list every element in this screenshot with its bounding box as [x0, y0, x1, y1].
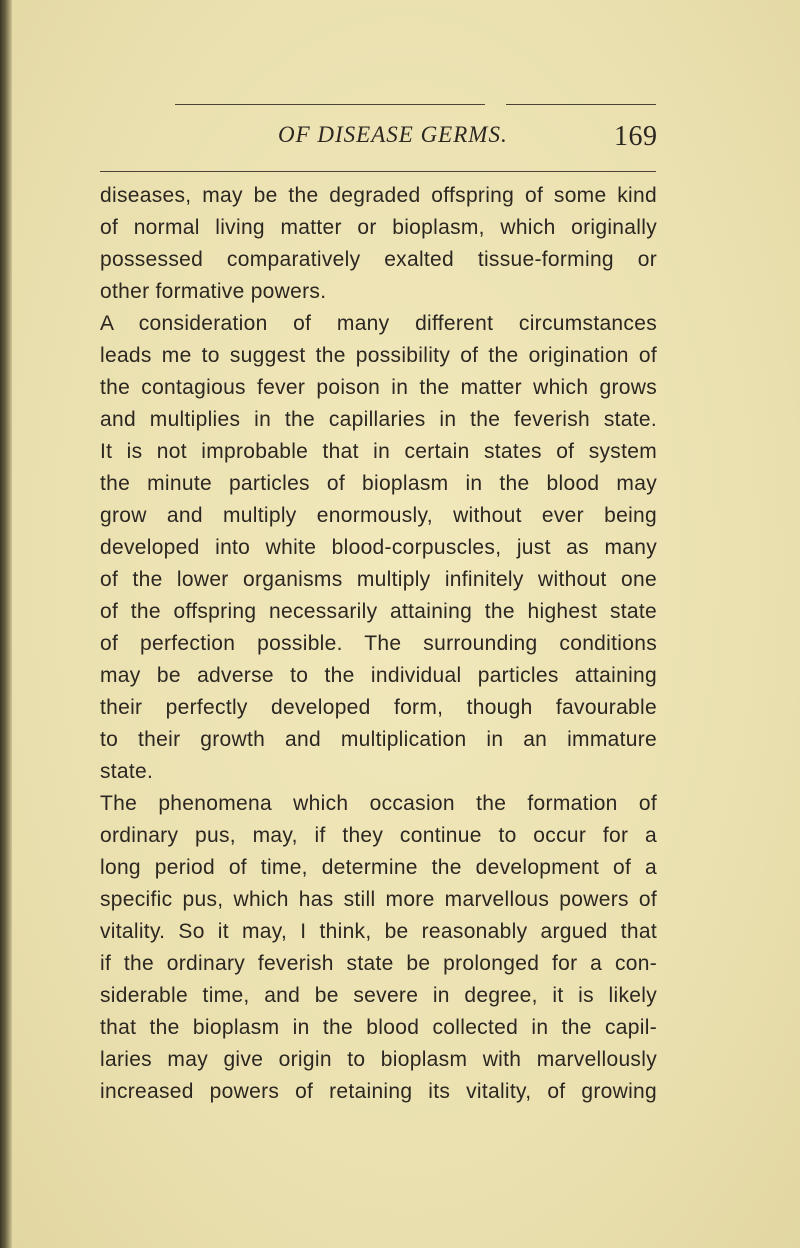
text-line: the contagious fever poison in the matter which grows: [100, 376, 657, 399]
header-rule-top-right: [506, 104, 656, 105]
header-rule-top-left: [175, 104, 485, 105]
text-line: developed into white blood-corpuscles, just as many: [100, 536, 657, 559]
text-line: diseases, may be the degraded offspring of some kind: [100, 184, 657, 207]
text-line: state.: [100, 760, 154, 783]
text-line: The phenomena which occasion the formation of: [100, 792, 657, 815]
body-text: [100, 180, 657, 1108]
text-line: possessed comparatively exalted tissue-forming or: [100, 248, 657, 271]
text-line: laries may give origin to bioplasm with marvellously: [100, 1048, 657, 1071]
text-line: specific pus, which has still more marvellous powers of: [100, 888, 657, 911]
text-line: siderable time, and be severe in degree, it is likely: [100, 984, 657, 1007]
header-rule-bottom: [100, 171, 656, 172]
text-line: their perfectly developed form, though favourable: [100, 696, 657, 719]
text-line: It is not improbable that in certain states of system: [100, 440, 657, 463]
page-number: 169: [614, 121, 658, 152]
text-line: the minute particles of bioplasm in the blood may: [100, 472, 657, 495]
text-line: of normal living matter or bioplasm, which originally: [100, 216, 657, 239]
text-line: other formative powers.: [100, 280, 327, 303]
text-line: of perfection possible. The surrounding conditions: [100, 632, 657, 655]
text-line: that the bioplasm in the blood collected in the capil-: [100, 1016, 657, 1039]
text-line: vitality. So it may, I think, be reasonably argued that: [100, 920, 657, 943]
text-line: increased powers of retaining its vitality, of growing: [100, 1080, 657, 1103]
text-line: A consideration of many different circumstances: [100, 312, 657, 335]
text-line: long period of time, determine the development of a: [100, 856, 657, 879]
text-line: ordinary pus, may, if they continue to occur for a: [100, 824, 657, 847]
text-line: of the offspring necessarily attaining the highest state: [100, 600, 657, 623]
book-spine-shadow: [0, 0, 12, 1248]
text-line: if the ordinary feverish state be prolonged for a con-: [100, 952, 657, 975]
text-line: grow and multiply enormously, without ever being: [100, 504, 657, 527]
text-line: of the lower organisms multiply infinitely without one: [100, 568, 657, 591]
text-line: to their growth and multiplication in an immature: [100, 728, 657, 751]
text-line: may be adverse to the individual particles attaining: [100, 664, 657, 687]
text-line: and multiplies in the capillaries in the feverish state.: [100, 408, 657, 431]
running-head: OF DISEASE GERMS.: [278, 122, 508, 147]
text-line: leads me to suggest the possibility of the origination of: [100, 344, 657, 367]
